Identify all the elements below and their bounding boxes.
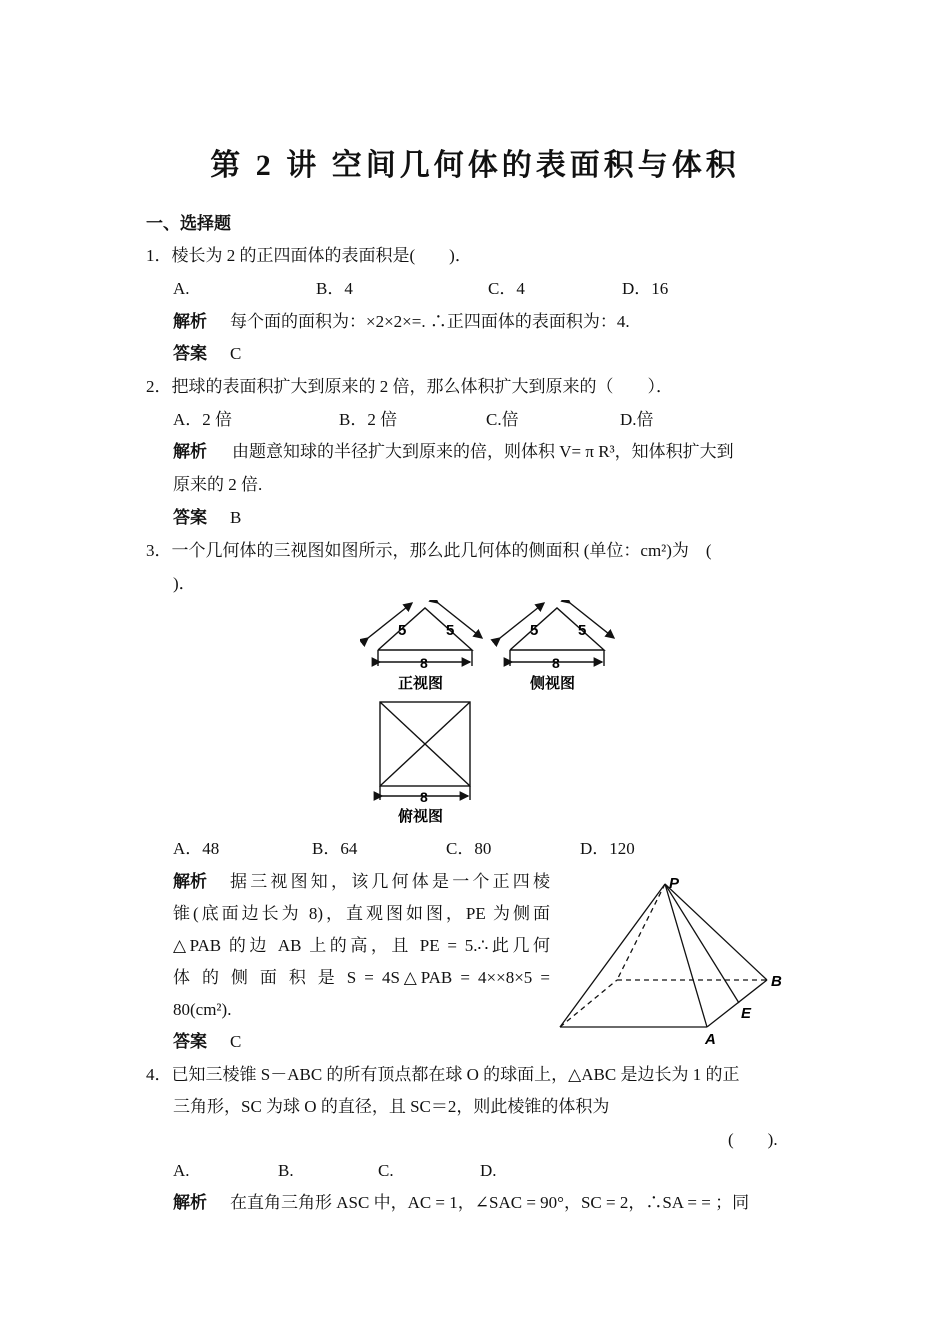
q2-answer-label: 答案 (173, 508, 207, 527)
q3-answer-label: 答案 (173, 1032, 207, 1051)
q3-answer: C (230, 1032, 242, 1051)
q3-stem-line1: 3．一个几何体的三视图如图所示，那么此几何体的侧面积 (单位：cm²)为 ( (146, 541, 712, 560)
q4-option-a: A. (173, 1161, 190, 1180)
q3-analysis-line5: 80(cm²). (173, 1000, 232, 1019)
label-P: P (669, 875, 680, 892)
q2-analysis-line1: 由题意知球的半径扩大到原来的倍，则体积 V= π R³，知体积扩大到 (232, 442, 734, 461)
q3-analysis-label: 解析 (173, 872, 207, 891)
label-B: B (771, 973, 782, 990)
q4-analysis-label: 解析 (173, 1193, 207, 1212)
front-view-label: 正视图 (398, 675, 444, 692)
three-view-figure (360, 600, 620, 830)
q2-answer: B (230, 508, 242, 527)
q1-analysis: 每个面的面积为：×2×2×=. ∴正四面体的表面积为：4. (230, 312, 630, 331)
q1-answer-label: 答案 (173, 344, 207, 363)
q3-analysis-line4: 体 的 侧 面 积 是 S = 4S△PAB = 4××8×5 = (173, 968, 550, 987)
q2-analysis-line2: 原来的 2 倍. (173, 475, 263, 494)
pyramid-figure (555, 872, 795, 1047)
q1-option-d: D．16 (622, 279, 669, 298)
side-view-label: 侧视图 (530, 675, 576, 692)
q4-stem-line2: 三角形，SC 为球 O 的直径，且 SC＝2，则此棱锥的体积为 (173, 1097, 610, 1116)
q4-option-c: C. (378, 1161, 394, 1180)
side-slant-left: 5 (530, 622, 539, 639)
q1-stem: 1．棱长为 2 的正四面体的表面积是( )． (146, 246, 472, 265)
q3-option-b: B．64 (312, 839, 358, 858)
q3-analysis-line1: 据三视图知，该几何体是一个正四棱 (230, 872, 550, 891)
q3-analysis-line3: △PAB 的边 AB 上的高，且 PE = 5.∴此几何 (173, 936, 550, 955)
front-slant-left: 5 (398, 622, 407, 639)
q1-option-a: A. (173, 279, 190, 298)
q1-answer: C (230, 344, 242, 363)
q2-stem: 2．把球的表面积扩大到原来的 2 倍，那么体积扩大到原来的（ ）． (146, 377, 673, 396)
front-base: 8 (420, 655, 428, 671)
q2-option-a: A．2 倍 (173, 410, 233, 429)
label-A: A (705, 1031, 716, 1047)
q2-option-b: B．2 倍 (339, 410, 398, 429)
q2-analysis-label: 解析 (173, 442, 207, 461)
label-E: E (741, 1005, 752, 1022)
side-slant-right: 5 (578, 622, 587, 639)
q1-option-b: B．4 (316, 279, 353, 298)
q4-analysis: 在直角三角形 ASC 中，AC = 1，∠SAC = 90°，SC = 2，∴SA = = ；同 (230, 1193, 750, 1212)
top-view-label: 俯视图 (398, 808, 444, 825)
q3-option-c: C．80 (446, 839, 492, 858)
q3-stem-line2: )． (173, 574, 196, 593)
side-base: 8 (552, 655, 560, 671)
top-base: 8 (420, 789, 428, 805)
q3-option-d: D．120 (580, 839, 635, 858)
top-view (380, 702, 470, 800)
page-title: 第 2 讲 空间几何体的表面积与体积 (210, 149, 740, 182)
q3-option-a: A．48 (173, 839, 220, 858)
section-heading: 一、选择题 (146, 214, 231, 233)
q2-option-c: C.倍 (486, 410, 519, 429)
q4-paren: ( ). (728, 1130, 778, 1149)
q2-option-d: D.倍 (620, 410, 654, 429)
q4-option-b: B. (278, 1161, 294, 1180)
q1-analysis-label: 解析 (173, 312, 207, 331)
front-slant-right: 5 (446, 622, 455, 639)
q4-stem-line1: 4．已知三棱锥 S－ABC 的所有顶点都在球 O 的球面上，△ABC 是边长为 1 的正 (146, 1065, 740, 1084)
q3-analysis-line2: 锥(底面边长为 8)，直观图如图，PE 为侧面 (173, 904, 550, 923)
q4-option-d: D. (480, 1161, 497, 1180)
q1-option-c: C．4 (488, 279, 525, 298)
